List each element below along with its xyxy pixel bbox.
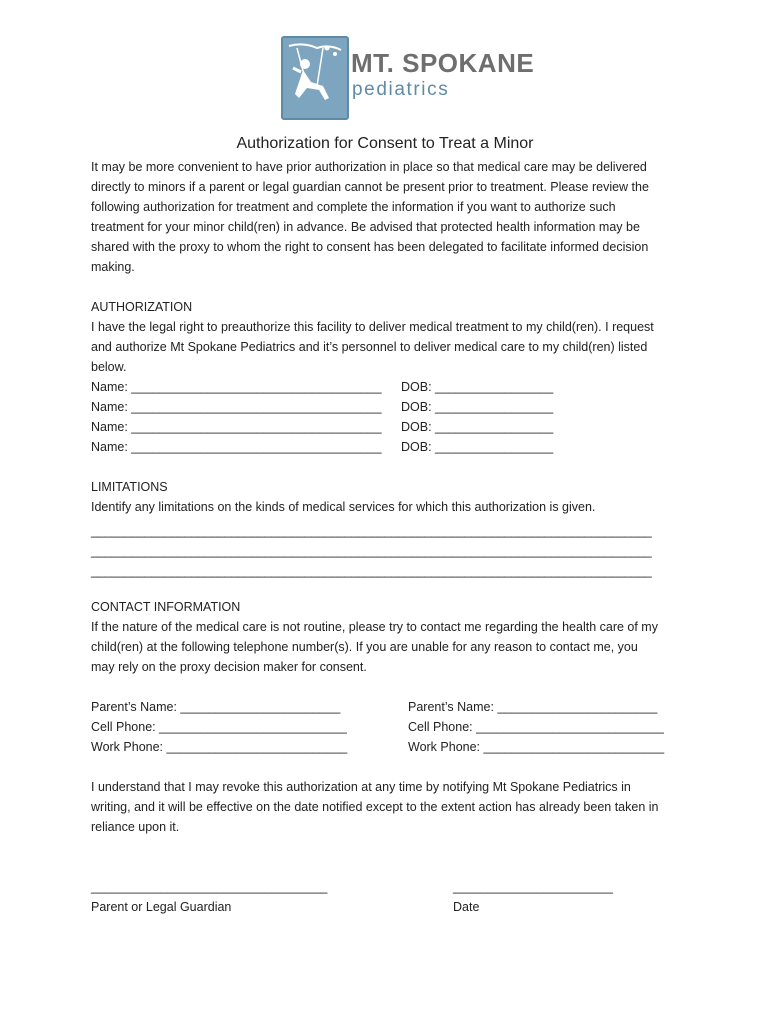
revoke-paragraph: [91, 777, 691, 837]
child-dob-field-4[interactable]: DOB: _________________: [401, 440, 554, 454]
parent-name-field-left[interactable]: Parent’s Name: _______________________: [91, 700, 341, 714]
intro-line: shared with the proxy to whom the right to consent has been delegated to facilitate informed decision: [91, 240, 649, 254]
child-name-field-3[interactable]: Name: ____________________________________: [91, 420, 382, 434]
date-signature-line[interactable]: _______________________: [453, 880, 613, 894]
work-phone-field-left[interactable]: Work Phone: __________________________: [91, 740, 348, 754]
authorization-heading: AUTHORIZATION: [91, 300, 193, 314]
intro-line: It may be more convenient to have prior authorization in place so that medical care may be delivered: [91, 160, 647, 174]
contact-line: child(ren) at the following telephone number(s). If you are unable for any reason to contact me, you: [91, 640, 638, 654]
child-dob-field-1[interactable]: DOB: _________________: [401, 380, 554, 394]
contact-text: [91, 617, 691, 677]
authorization-line: I have the legal right to preauthorize this facility to deliver medical treatment to my child(ren). I request: [91, 320, 654, 334]
revoke-line: reliance upon it.: [91, 820, 180, 834]
guardian-signature-label: Parent or Legal Guardian: [91, 900, 232, 914]
authorization-line: below.: [91, 360, 127, 374]
work-phone-field-right[interactable]: Work Phone: __________________________: [408, 740, 665, 754]
guardian-signature-line[interactable]: __________________________________: [91, 880, 328, 894]
revoke-line: writing, and it will be effective on the date notified except to the extent action has already been taken in: [91, 800, 659, 814]
contact-line: may rely on the proxy decision maker for consent.: [91, 660, 367, 674]
intro-line: directly to minors if a parent or legal guardian cannot be present prior to treatment. Please review the: [91, 180, 649, 194]
intro-line: treatment for your minor child(ren) in advance. Be advised that protected health information may be: [91, 220, 640, 234]
limitations-text: Identify any limitations on the kinds of medical services for which this authorization is given.: [91, 500, 596, 514]
intro-line: making.: [91, 260, 135, 274]
child-dob-field-3[interactable]: DOB: _________________: [401, 420, 554, 434]
date-label: Date: [453, 900, 480, 914]
child-name-field-2[interactable]: Name: ____________________________________: [91, 400, 382, 414]
logo-name: MT. SPOKANE: [351, 48, 535, 78]
logo: [281, 36, 535, 120]
child-name-field-4[interactable]: Name: ____________________________________: [91, 440, 382, 454]
authorization-text: [91, 317, 691, 377]
limitations-line-2[interactable]: ____________________________________________________________________________________: [91, 544, 652, 558]
logo-subtitle: pediatrics: [352, 79, 450, 100]
contact-line: If the nature of the medical care is not routine, please try to contact me regarding the health care of my: [91, 620, 658, 634]
limitations-heading: LIMITATIONS: [91, 480, 168, 494]
authorization-line: and authorize Mt Spokane Pediatrics and it’s personnel to deliver medical care to my child(ren) listed: [91, 340, 648, 354]
parent-name-field-right[interactable]: Parent’s Name: _______________________: [408, 700, 658, 714]
intro-paragraph: [91, 157, 691, 277]
contact-heading: CONTACT INFORMATION: [91, 600, 241, 614]
limitations-line-3[interactable]: ____________________________________________________________________________________: [91, 564, 652, 578]
cell-phone-field-left[interactable]: Cell Phone: ___________________________: [91, 720, 347, 734]
revoke-line: I understand that I may revoke this authorization at any time by notifying Mt Spokane Pediatrics in: [91, 780, 631, 794]
intro-line: following authorization for treatment and complete the information if you want to authorize such: [91, 200, 616, 214]
limitations-line-1[interactable]: ____________________________________________________________________________________: [91, 524, 652, 538]
child-name-field-1[interactable]: Name: ____________________________________: [91, 380, 382, 394]
child-dob-field-2[interactable]: DOB: _________________: [401, 400, 554, 414]
cell-phone-field-right[interactable]: Cell Phone: ___________________________: [408, 720, 664, 734]
page-title: Authorization for Consent to Treat a Minor: [236, 135, 534, 152]
swing-child-logo-icon: [281, 36, 349, 120]
